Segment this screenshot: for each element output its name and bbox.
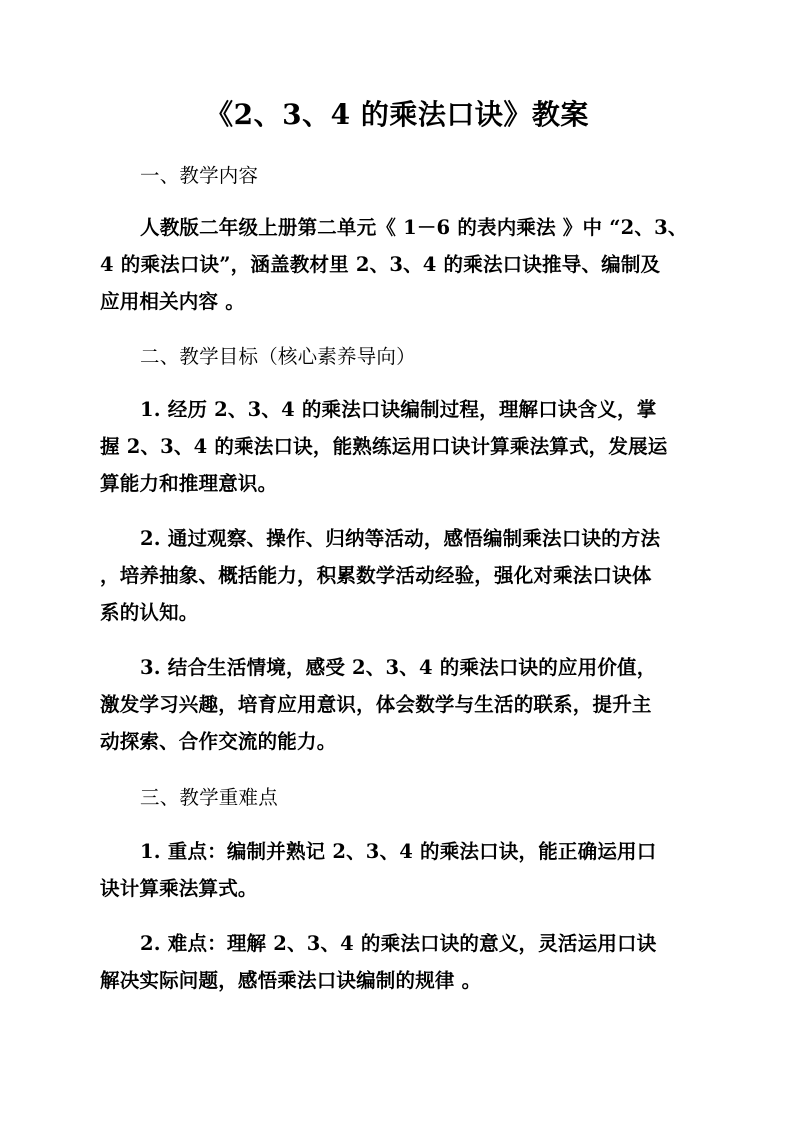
paragraph-line: 解决实际问题，感悟乘法口诀编制的规律 。 bbox=[100, 969, 482, 992]
paragraph-line: 动探索、合作交流的能力。 bbox=[100, 730, 337, 753]
paragraph-key-point bbox=[100, 833, 698, 907]
paragraph-line: 3. 结合生活情境，感受 2、3、4 的乘法口诀的应用价值， bbox=[140, 656, 657, 679]
paragraph-teaching-content bbox=[100, 209, 698, 320]
section-heading-key-points: 三、教学重难点 bbox=[140, 786, 278, 809]
paragraph-line: ，培养抽象、概括能力，积累数学活动经验，强化对乘法口诀体 bbox=[100, 564, 652, 587]
paragraph-line: 1. 经历 2、3、4 的乘法口诀编制过程，理解口诀含义，掌 bbox=[140, 398, 657, 421]
paragraph-line: 系的认知。 bbox=[100, 601, 199, 624]
section-heading-teaching-goals: 二、教学目标（核心素养导向） bbox=[140, 345, 416, 368]
paragraph-difficult-point bbox=[100, 925, 698, 999]
paragraph-line: 2. 难点：理解 2、3、4 的乘法口诀的意义，灵活运用口诀 bbox=[140, 932, 657, 955]
document-title: 《2、3、4 的乘法口诀》教案 bbox=[205, 98, 589, 131]
paragraph-line: 应用相关内容 。 bbox=[100, 290, 245, 313]
paragraph-line: 2. 通过观察、操作、归纳等活动，感悟编制乘法口诀的方法 bbox=[140, 527, 661, 550]
paragraph-goal-1 bbox=[100, 391, 698, 502]
section-heading-teaching-content: 一、教学内容 bbox=[140, 164, 259, 187]
paragraph-line: 诀计算乘法算式。 bbox=[100, 877, 258, 900]
paragraph-line: 人教版二年级上册第二单元《 1－6 的表内乘法 》中 “2、3、 bbox=[140, 216, 688, 239]
paragraph-goal-2 bbox=[100, 520, 698, 631]
paragraph-line: 1. 重点：编制并熟记 2、3、4 的乘法口诀，能正确运用口 bbox=[140, 840, 657, 863]
paragraph-line: 4 的乘法口诀”，涵盖教材里 2、3、4 的乘法口诀推导、编制及 bbox=[100, 253, 661, 276]
paragraph-line: 算能力和推理意识。 bbox=[100, 472, 278, 495]
paragraph-line: 激发学习兴趣，培育应用意识，体会数学与生活的联系，提升主 bbox=[100, 693, 652, 716]
paragraph-goal-3 bbox=[100, 649, 698, 760]
paragraph-line: 握 2、3、4 的乘法口诀，能熟练运用口诀计算乘法算式，发展运 bbox=[100, 435, 668, 458]
